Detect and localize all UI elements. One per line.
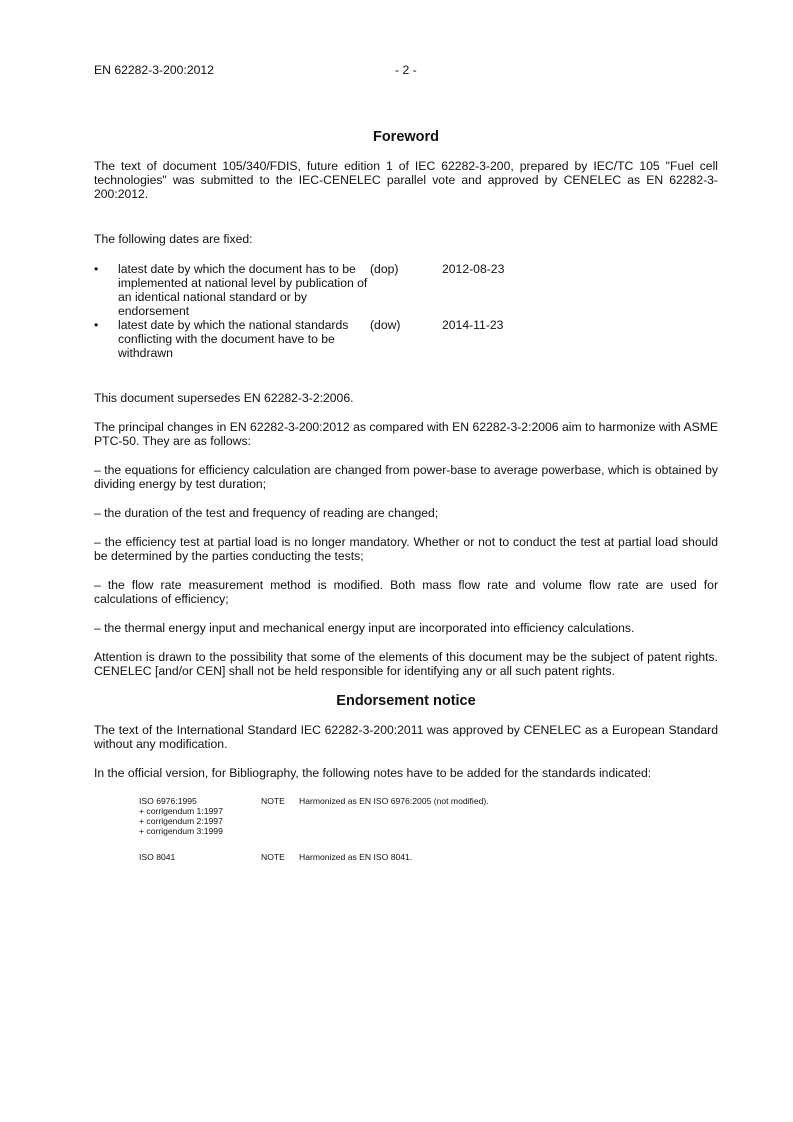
supersedes-text: This document supersedes EN 62282-3-2:2006. (94, 391, 354, 405)
note-label: NOTE (261, 852, 285, 862)
date-description: latest date by which the national standards conflicting with the document have to be withdrawn (118, 318, 349, 360)
changes-intro: The principal changes in EN 62282-3-200:2012 as compared with EN 62282-3-2:2006 aim to harmonize with ASME PTC-50. They are as follows: (94, 420, 718, 448)
note-standard-line: ISO 8041 (139, 852, 176, 862)
note-standard-line: ISO 6976:1995 (139, 796, 197, 806)
dates-intro: The following dates are fixed: (94, 232, 253, 246)
foreword-title: Foreword (372, 129, 440, 145)
note-label: NOTE (261, 796, 285, 806)
note-standard-line: + corrigendum 3:1999 (139, 826, 223, 836)
endorsement-title: Endorsement notice (336, 693, 476, 709)
note-standard (139, 852, 261, 862)
bullet-icon: • (94, 262, 99, 276)
change-item: – the thermal energy input and mechanical energy input are incorporated into efficiency calculations. (94, 621, 635, 635)
endorsement-text: The text of the International Standard IEC 62282-3-200:2011 was approved by CENELEC as a European Standard without any modification. (94, 723, 718, 751)
header-page-number: - 2 - (395, 63, 417, 77)
date-abbreviation: (dop) (370, 262, 399, 276)
date-abbreviation: (dow) (370, 318, 401, 332)
header-doc-id: EN 62282-3-200:2012 (94, 63, 214, 77)
note-standard-line: + corrigendum 2:1997 (139, 816, 223, 826)
note-standard-line: + corrigendum 1:1997 (139, 806, 223, 816)
date-value: 2012-08-23 (442, 262, 505, 276)
change-item: – the flow rate measurement method is modified. Both mass flow rate and volume flow rate are used for calculations of efficiency; (94, 578, 718, 606)
page-content (94, 128, 718, 862)
dates-list (94, 262, 718, 360)
change-item: – the duration of the test and frequency of reading are changed; (94, 506, 439, 520)
change-item: – the equations for efficiency calculation are changed from power-base to average powerbase, which is obtained by dividing energy by test duration; (94, 463, 718, 491)
date-value: 2014-11-23 (442, 318, 504, 332)
note-row (139, 852, 718, 862)
note-text: Harmonized as EN ISO 8041. (299, 852, 413, 862)
note-standard (139, 796, 261, 836)
date-item-dow (94, 318, 718, 360)
date-item-dop (94, 262, 718, 318)
patent-notice: Attention is drawn to the possibility that some of the elements of this document may be the subject of patent rights. CENELEC [and/or CEN] shall not be held responsible for identifying any or all such patent rights. (94, 650, 718, 678)
note-text: Harmonized as EN ISO 6976:2005 (not modified). (299, 796, 489, 806)
bibliography-intro: In the official version, for Bibliography, the following notes have to be added for the standards indicated: (94, 766, 652, 780)
date-description: latest date by which the document has to be implemented at national level by publication of an identical national standard or by endorsement (118, 262, 368, 318)
bibliography-notes (139, 796, 718, 862)
bullet-icon: • (94, 318, 99, 332)
foreword-intro: The text of document 105/340/FDIS, future edition 1 of IEC 62282-3-200, prepared by IEC/TC 105 "Fuel cell technologies" was submitted to the IEC-CENELEC parallel vote and approved by CENELEC as EN 62282-3-200:2012. (94, 159, 718, 201)
note-row (139, 796, 718, 836)
change-item: – the efficiency test at partial load is no longer mandatory. Whether or not to conduct the test at partial load should be determined by the parties conducting the tests; (94, 535, 718, 563)
